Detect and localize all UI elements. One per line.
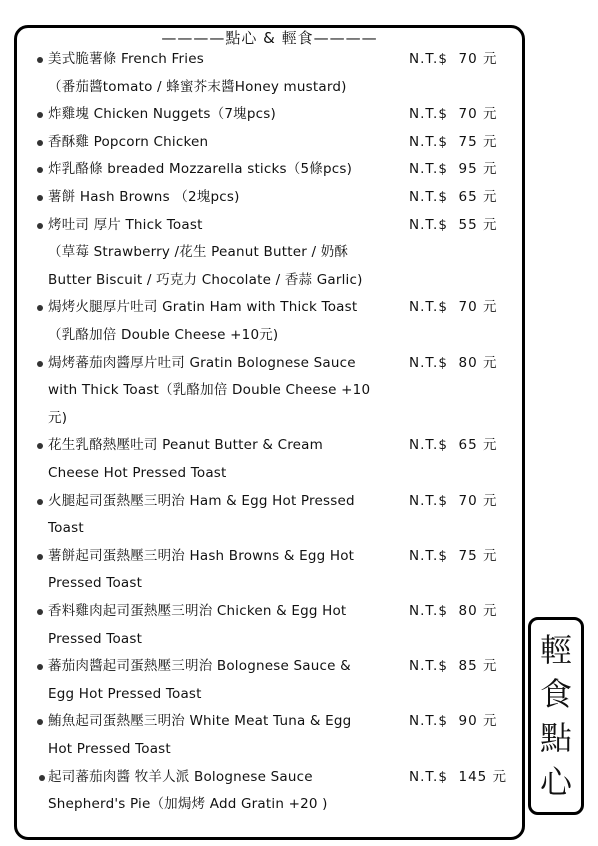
item-description: （乳酪加倍 Double Cheese +10元) bbox=[48, 326, 279, 343]
side-label-char: 點 bbox=[539, 719, 572, 757]
side-label-char: 輕 bbox=[539, 631, 572, 669]
bullet-icon bbox=[37, 223, 43, 229]
side-label-char: 心 bbox=[539, 763, 572, 801]
item-price: N.T.$ 85 元 bbox=[409, 658, 498, 675]
item-price: N.T.$ 75 元 bbox=[409, 133, 498, 150]
item-name: 薯餅 Hash Browns （2塊pcs) bbox=[48, 189, 240, 205]
item-description: 元) bbox=[48, 409, 68, 426]
bullet-icon bbox=[37, 140, 43, 146]
item-description: Cheese Hot Pressed Toast bbox=[48, 464, 227, 481]
item-price: N.T.$ 65 元 bbox=[409, 189, 498, 205]
item-name: 炸乳酪條 breaded Mozzarella sticks（5條pcs) bbox=[48, 161, 353, 178]
item-description: Pressed Toast bbox=[48, 630, 143, 647]
item-description: with Thick Toast（乳酪加倍 Double Cheese +10 bbox=[48, 382, 371, 399]
side-label-char: 食 bbox=[539, 675, 572, 713]
bullet-icon bbox=[37, 499, 43, 505]
side-label bbox=[528, 617, 584, 815]
item-name: 蕃茄肉醬起司蛋熱壓三明治 Bolognese Sauce & bbox=[48, 658, 351, 675]
bullet-icon bbox=[37, 57, 43, 63]
item-description: （番茄醬tomato / 蜂蜜芥末醬Honey mustard) bbox=[48, 78, 347, 95]
item-name: 烤吐司 厚片 Thick Toast bbox=[48, 216, 203, 233]
bullet-icon bbox=[39, 775, 45, 781]
item-name: 炸雞塊 Chicken Nuggets（7塊pcs) bbox=[48, 106, 276, 123]
item-name: 花生乳酪熱壓吐司 Peanut Butter & Cream bbox=[48, 437, 324, 454]
item-price: N.T.$ 70 元 bbox=[409, 106, 498, 123]
menu-title-text: ————點心 & 輕食———— bbox=[157, 29, 381, 47]
item-description: Egg Hot Pressed Toast bbox=[48, 685, 202, 702]
item-name: 火腿起司蛋熱壓三明治 Ham & Egg Hot Pressed bbox=[48, 492, 355, 509]
item-name: 鮪魚起司蛋熱壓三明治 White Meat Tuna & Egg bbox=[48, 713, 352, 730]
item-description: Hot Pressed Toast bbox=[48, 740, 171, 757]
item-name: 香酥雞 Popcorn Chicken bbox=[48, 133, 209, 150]
item-price: N.T.$ 55 元 bbox=[409, 216, 498, 233]
item-name: 焗烤火腿厚片吐司 Gratin Ham with Thick Toast bbox=[48, 299, 358, 316]
item-price: N.T.$ 95 元 bbox=[409, 161, 498, 178]
item-price: N.T.$ 80 元 bbox=[409, 354, 498, 371]
item-price: N.T.$ 80 元 bbox=[409, 603, 498, 619]
item-name: 焗烤蕃茄肉醬厚片吐司 Gratin Bolognese Sauce bbox=[48, 354, 356, 371]
item-description: Pressed Toast bbox=[48, 575, 143, 592]
item-price: N.T.$ 70 元 bbox=[409, 51, 498, 67]
item-price: N.T.$ 145 元 bbox=[409, 768, 508, 785]
item-price: N.T.$ 65 元 bbox=[409, 437, 498, 454]
item-name: 香料雞肉起司蛋熱壓三明治 Chicken & Egg Hot bbox=[48, 603, 347, 619]
item-description: Toast bbox=[48, 520, 84, 537]
item-price: N.T.$ 70 元 bbox=[409, 299, 498, 316]
bullet-icon bbox=[37, 361, 43, 367]
item-description: Butter Biscuit / 巧克力 Chocolate / 香蒜 Garlic) bbox=[48, 271, 363, 288]
bullet-icon bbox=[37, 195, 43, 201]
item-name: 起司蕃茄肉醬 牧羊人派 Bolognese Sauce bbox=[48, 768, 313, 785]
item-description: Shepherd's Pie（加焗烤 Add Gratin +20 ) bbox=[48, 796, 328, 813]
item-name: 美式脆薯條 French Fries bbox=[48, 51, 204, 67]
item-price: N.T.$ 70 元 bbox=[409, 492, 498, 509]
item-description: （草莓 Strawberry /花生 Peanut Butter / 奶酥 bbox=[48, 244, 349, 261]
item-name: 薯餅起司蛋熱壓三明治 Hash Browns & Egg Hot bbox=[48, 547, 355, 564]
item-price: N.T.$ 75 元 bbox=[409, 547, 498, 564]
bullet-icon bbox=[37, 554, 43, 560]
menu-title bbox=[14, 27, 525, 48]
bullet-icon bbox=[37, 609, 43, 615]
item-price: N.T.$ 90 元 bbox=[409, 713, 498, 730]
